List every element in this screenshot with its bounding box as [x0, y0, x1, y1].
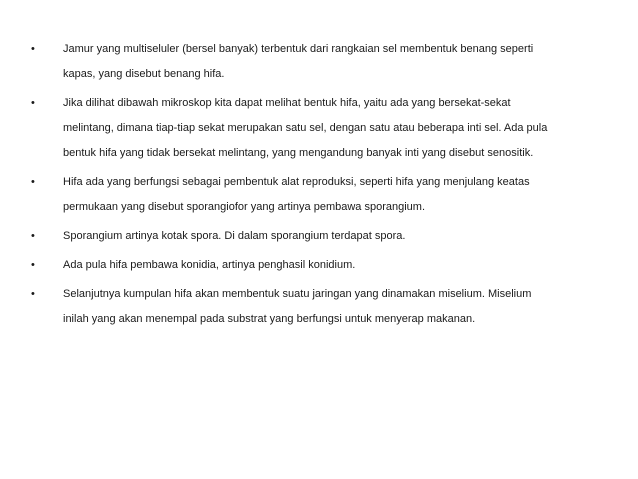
bullet-item-4	[30, 224, 605, 249]
bullet-text-line: inilah yang akan menempal pada substrat yang berfungsi untuk menyerap makanan.	[63, 313, 476, 325]
bullet-list	[30, 37, 605, 336]
bullet-dot-icon: •	[31, 288, 35, 300]
bullet-item-3	[30, 170, 605, 220]
bullet-text-line: Jika dilihat dibawah mikroskop kita dapat melihat bentuk hifa, yaitu ada yang bersekat-sekat	[63, 97, 511, 109]
bullet-text-line: kapas, yang disebut benang hifa.	[63, 68, 225, 80]
bullet-dot-icon: •	[31, 97, 35, 109]
bullet-item-6	[30, 282, 605, 332]
bullet-dot-icon: •	[31, 259, 35, 271]
bullet-dot-icon: •	[31, 176, 35, 188]
bullet-dot-icon: •	[31, 43, 35, 55]
bullet-dot-icon: •	[31, 230, 35, 242]
bullet-text-line: Hifa ada yang berfungsi sebagai pembentuk alat reproduksi, seperti hifa yang menjulang keatas	[63, 176, 530, 188]
bullet-text-line: bentuk hifa yang tidak bersekat melintang, yang mengandung banyak inti yang disebut senositik.	[63, 147, 534, 159]
bullet-item-2	[30, 91, 605, 166]
bullet-item-5	[30, 253, 605, 278]
bullet-text-line: Sporangium artinya kotak spora. Di dalam sporangium terdapat spora.	[63, 230, 406, 242]
bullet-text-line: Selanjutnya kumpulan hifa akan membentuk suatu jaringan yang dinamakan miselium. Miselium	[63, 288, 532, 300]
bullet-item-1	[30, 37, 605, 87]
bullet-text-line: Ada pula hifa pembawa konidia, artinya penghasil konidium.	[63, 259, 356, 271]
bullet-text-line: Jamur yang multiseluler (bersel banyak) terbentuk dari rangkaian sel membentuk benang seperti	[63, 43, 534, 55]
bullet-text-line: permukaan yang disebut sporangiofor yang artinya pembawa sporangium.	[63, 201, 425, 213]
bullet-text-line: melintang, dimana tiap-tiap sekat merupakan satu sel, dengan satu atau beberapa inti sel. Ada pula	[63, 122, 548, 134]
